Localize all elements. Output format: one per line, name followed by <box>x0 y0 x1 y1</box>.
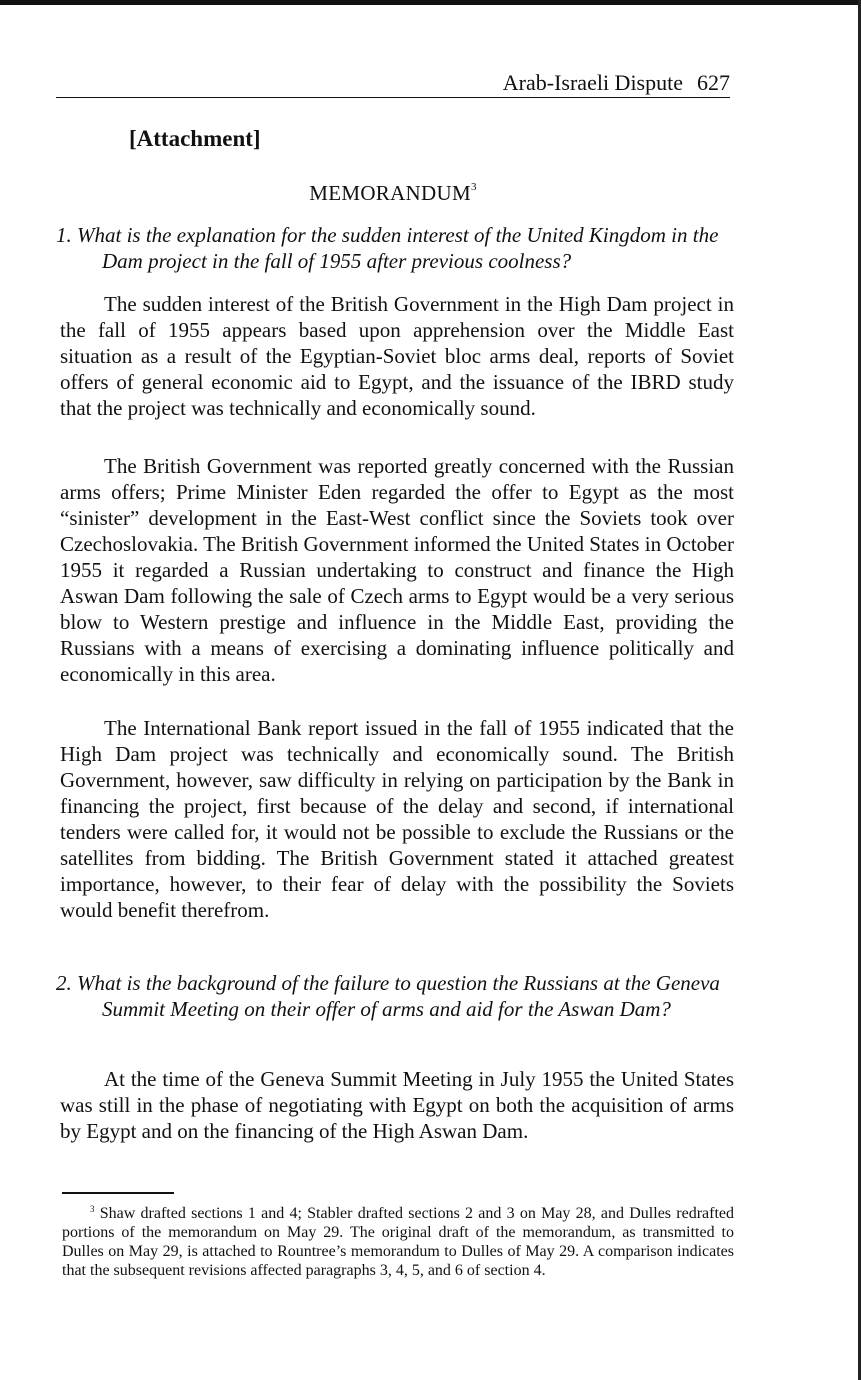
footnote <box>62 1200 734 1280</box>
paragraph-1: The sudden interest of the British Government in the High Dam project in the fall of 1955 appears based upon apprehension over the Middle East situation as a result of the Egyptian-Soviet bloc arms deal, reports of Soviet offers of general economic aid to Egypt, and the issuance of the IBRD study that the project was technically and economically sound. <box>60 292 734 420</box>
paragraph-3: The International Bank report issued in the fall of 1955 indicated that the High Dam project was technically and economically sound. The British Government, however, saw difficulty in relying on participation by the Bank in financing the project, first because of the delay and second, if international tenders were called for, it would not be possible to exclude the Russians or the satellites from bidding. The British Government stated it attached greatest importance, however, to their fear of delay with the possibility the Soviets would benefit therefrom. <box>60 716 734 922</box>
paragraph-4: At the time of the Geneva Summit Meeting in July 1955 the United States was still in the phase of negotiating with Egypt on both the acquisition of arms by Egypt and on the financing of the High Aswan Dam. <box>60 1067 734 1143</box>
memo-title <box>56 174 730 206</box>
paragraph-2: The British Government was reported greatly concerned with the Russian arms offers; Prime Minister Eden regarded the offer to Egypt as the most “sinister” development in the East-West conflict since the Soviets took over Czechoslovakia. The British Government informed the United States in October 1955 it regarded a Russian undertaking to construct and finance the High Aswan Dam following the sale of Czech arms to Egypt would be a very serious blow to Western prestige and influence in the Middle East, providing the Russians with a means of exercising a dominating influence politically and economically in this area. <box>60 454 734 686</box>
footnote-marker: 3 <box>90 1204 95 1214</box>
running-head-title: Arab-Israeli Dispute <box>502 70 683 95</box>
page-top-edge <box>0 0 861 5</box>
page-number: 627 <box>697 70 730 95</box>
question-2: 2. What is the background of the failure to question the Russians at the Geneva Summit Meeting on their offer of arms and aid for the Aswan Dam? <box>56 971 720 1021</box>
footnote-text: Shaw drafted sections 1 and 4; Stabler drafted sections 2 and 3 on May 28, and Dulles redrafted portions of the memorandum on May 29. The original draft of the memorandum, as transmitted to Dulles on May 29, is attached to Rountree’s memorandum to Dulles of May 29. A comparison indicates that the subsequent revisions affected paragraphs 3, 4, 5, and 6 of section 4. <box>62 1205 735 1279</box>
question-1: 1. What is the explanation for the sudden interest of the United Kingdom in the Dam project in the fall of 1955 after previous coolness? <box>56 223 719 273</box>
running-head <box>56 70 730 98</box>
attachment-label: [Attachment] <box>129 126 261 151</box>
footnote-reference: 3 <box>470 181 477 193</box>
memo-title-text: MEMORANDUM <box>309 181 471 205</box>
footnote-rule <box>62 1192 174 1194</box>
